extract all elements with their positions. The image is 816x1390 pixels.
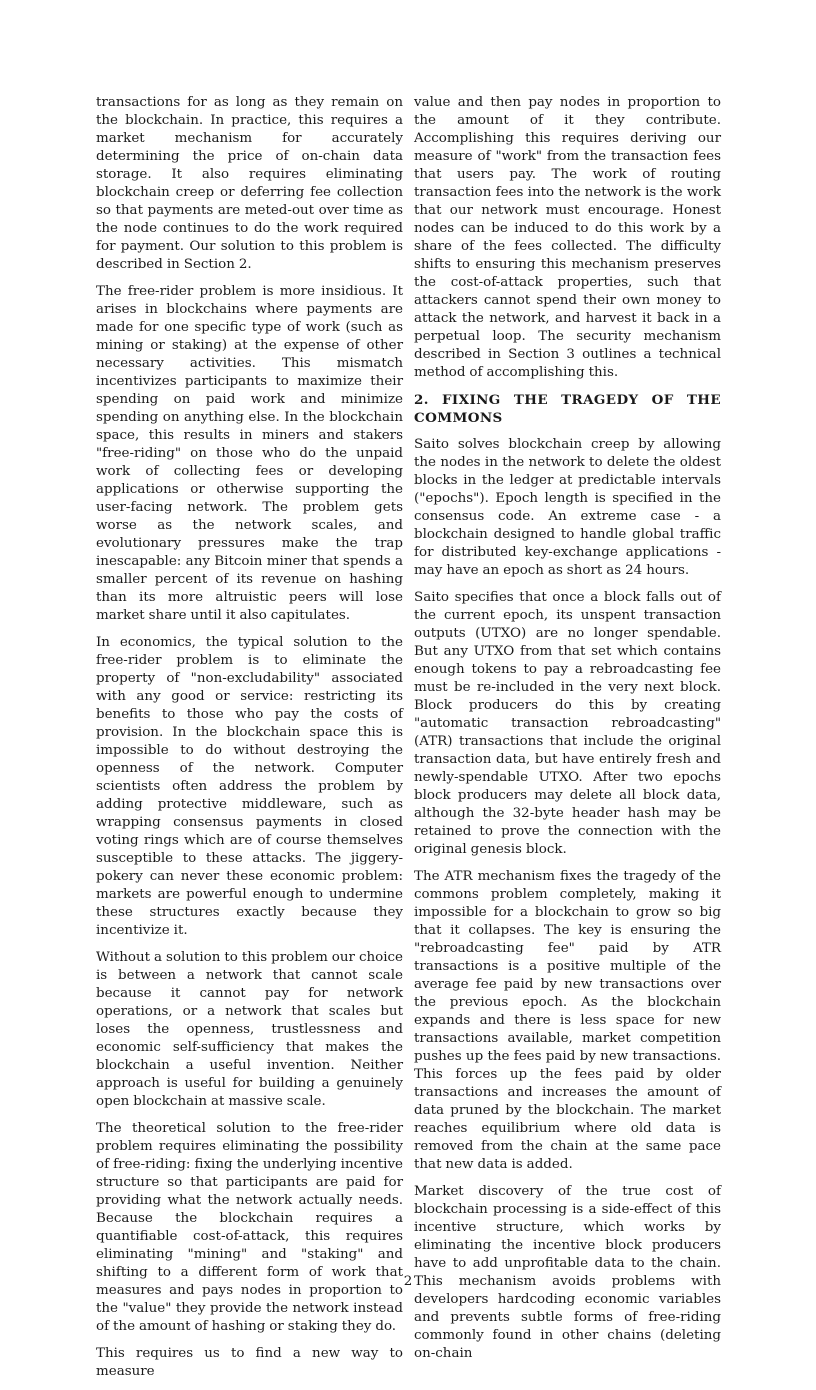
body-paragraph: transactions for as long as they remain on the blockchain. In practice, this requires a market mechanism for accurately determining the price of on-chain data storage. It also requires eliminating blockchain creep or deferring fee collection so that payments are meted-out over time as the node continues to do the work required for payment. Our solution to this problem is described in Section 2. — [96, 95, 403, 272]
body-paragraph: Saito specifies that once a block falls out of the current epoch, its unspent transaction outputs (UTXO) are no longer spendable. But any UTXO from that set which contains enough tokens to pay a rebroadcasting fee must be re-included in the very next block. Block producers do this by creating "automatic transaction rebroadcasting" (ATR) transactions that include the original transaction data, but have entirely fresh and newly-spendable UTXO. After two epochs block producers may delete all block data, although the 32-byte header hash may be retained to prove the connection with the original genesis block. — [414, 590, 721, 857]
body-paragraph: The free-rider problem is more insidious. It arises in blockchains where payments are made for one specific type of work (such as mining or staking) at the expense of other necessary activities. This mismatch incentivizes participants to maximize their spending on paid work and minimize spending on anything else. In the blockchain space, this results in miners and stakers "free-riding" on those who do the unpaid work of collecting fees or developing applications or otherwise supporting the user-facing network. The problem gets worse as the network scales, and evolutionary pressures make the trap inescapable: any Bitcoin miner that spends a smaller percent of its revenue on hashing than its more altruistic peers will lose market share until it also capitulates. — [96, 284, 403, 623]
body-paragraph: The ATR mechanism fixes the tragedy of the commons problem completely, making it impossible for a blockchain to grow so big that it collapses. The key is ensuring the "rebroadcasting fee" paid by ATR transactions is a positive multiple of the average fee paid by new transactions over the previous epoch. As the blockchain expands and there is less space for new transactions available, market competition pushes up the fees paid by new transactions. This forces up the fees paid by older transactions and increases the amount of data pruned by the blockchain. The market reaches equilibrium where old data is removed from the chain at the same pace that new data is added. — [414, 869, 721, 1172]
body-paragraph: Market discovery of the true cost of blockchain processing is a side-effect of this incentive structure, which works by eliminating the incentive block producers have to add unprofitable data to the chain. This mechanism avoids problems with developers hardcoding economic variables and prevents subtle forms of free-riding commonly found in other chains (deleting on-chain — [414, 1184, 721, 1361]
body-paragraph: Without a solution to this problem our choice is between a network that cannot scale because it cannot pay for network operations, or a network that scales but loses the openness, trustlessness and economic self-sufficiency that makes the blockchain a useful invention. Neither approach is useful for building a genuinely open blockchain at massive scale. — [96, 950, 403, 1109]
body-paragraph: This requires us to find a new way to measure — [96, 1346, 403, 1379]
page-number: 2 — [403, 1274, 413, 1289]
section-heading: 2. FIXING THE TRAGEDY OF THE COMMONS — [414, 392, 721, 426]
body-paragraph: In economics, the typical solution to the free-rider problem is to eliminate the property of "non-excludability" associated with any good or service: restricting its benefits to those who pay the costs of provision. In the blockchain space this is impossible to do without destroying the openness of the network. Computer scientists often address the problem by adding protective middleware, such as wrapping consensus payments in closed voting rings which are of course themselves susceptible to these attacks. The jiggery-pokery can never these economic problem: markets are powerful enough to undermine these structures exactly because they incentivize it. — [96, 635, 403, 938]
body-paragraph: The theoretical solution to the free-rider problem requires eliminating the possibility of free-riding: fixing the underlying incentive structure so that participants are paid for providing what the network actually needs. Because the blockchain requires a quantifiable cost-of-attack, this requires eliminating "mining" and "staking" and shifting to a different form of work that measures and pays nodes in proportion to the "value" they provide the network instead of the amount of hashing or staking they do. — [96, 1121, 403, 1334]
right-column — [414, 94, 721, 1372]
body-paragraph: value and then pay nodes in proportion to the amount of it they contribute. Accomplishing this requires deriving our measure of "work" from the transaction fees that users pay. The work of routing transaction fees into the network is the work that our network must encourage. Honest nodes can be induced to do this work by a share of the fees collected. The difficulty shifts to ensuring this mechanism preserves the cost-of-attack properties, such that attackers cannot spend their own money to attack the network, and harvest it back in a perpetual loop. The security mechanism described in Section 3 outlines a technical method of accomplishing this. — [414, 95, 721, 380]
body-paragraph: Saito solves blockchain creep by allowing the nodes in the network to delete the oldest blocks in the ledger at predictable intervals ("epochs"). Epoch length is specified in the consensus code. An extreme case - a blockchain designed to handle global traffic for distributed key-exchange applications - may have an epoch as short as 24 hours. — [414, 437, 721, 578]
left-column — [96, 94, 403, 1390]
